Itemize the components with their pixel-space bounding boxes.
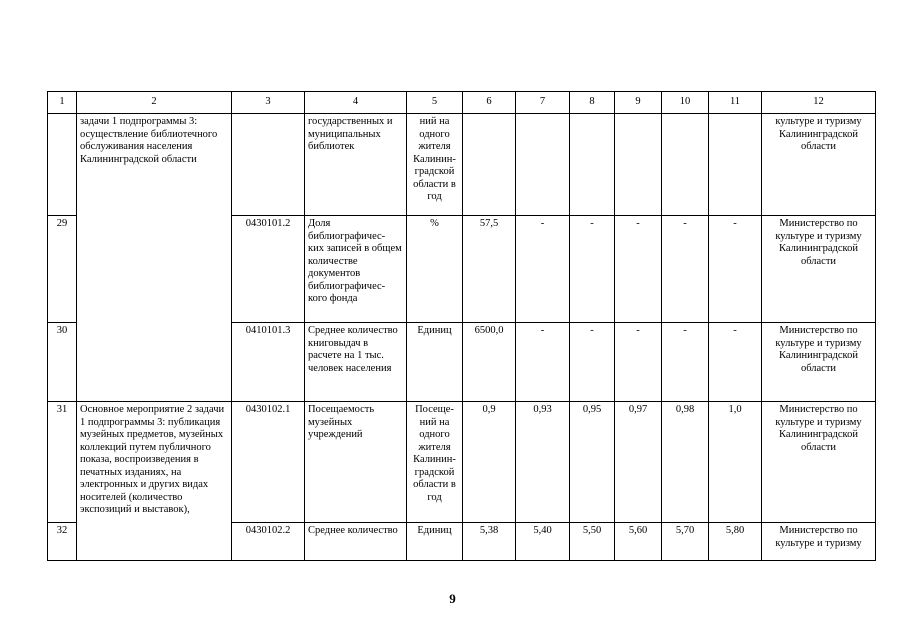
value-cell: - bbox=[570, 323, 615, 402]
indicator-cell: Среднее количество книговыдач в расчете на 1 тыс. человек населения bbox=[305, 323, 407, 402]
header-cell: 1 bbox=[48, 92, 77, 114]
value-cell bbox=[516, 114, 570, 216]
value-cell: - bbox=[709, 323, 762, 402]
indicator-cell: Доля библиографичес- ких записей в общем количестве документов библиографичес- кого фонда bbox=[305, 216, 407, 323]
value-cell bbox=[662, 114, 709, 216]
value-cell: - bbox=[662, 216, 709, 323]
value-cell bbox=[570, 114, 615, 216]
value-cell: - bbox=[709, 216, 762, 323]
indicator-cell: Посещаемость музейных учреждений bbox=[305, 402, 407, 523]
page-number: 9 bbox=[449, 591, 456, 606]
code-cell: 0430102.1 bbox=[232, 402, 305, 523]
value-cell: 1,0 bbox=[709, 402, 762, 523]
value-cell: 0,9 bbox=[463, 402, 516, 523]
header-cell: 9 bbox=[615, 92, 662, 114]
indicator-cell: государственных и муниципальных библиотек bbox=[305, 114, 407, 216]
value-cell: 6500,0 bbox=[463, 323, 516, 402]
value-cell bbox=[463, 114, 516, 216]
table-row bbox=[48, 114, 876, 216]
value-cell: 5,40 bbox=[516, 523, 570, 561]
value-cell: 0,93 bbox=[516, 402, 570, 523]
unit-cell: Посеще- ний на одного жителя Калинин- градской области в год bbox=[407, 402, 463, 523]
table-row bbox=[48, 402, 876, 523]
task-cell: Основное мероприятие 2 задачи 1 подпрограммы 3: публикация музейных предметов, музейных коллекций путем публичного показа, воспроизведения в печатных изданиях, на электронных и других видах носителей (количество экспозиций и выставок), bbox=[77, 402, 232, 561]
value-cell: - bbox=[516, 216, 570, 323]
header-cell: 2 bbox=[77, 92, 232, 114]
ministry-cell: Министерство по культуре и туризму Калининградской области bbox=[762, 216, 876, 323]
indicators-table bbox=[47, 91, 876, 561]
value-cell: 5,50 bbox=[570, 523, 615, 561]
unit-cell: Единиц bbox=[407, 523, 463, 561]
row-number-cell: 31 bbox=[48, 402, 77, 523]
row-number-cell: 30 bbox=[48, 323, 77, 402]
header-cell: 4 bbox=[305, 92, 407, 114]
value-cell: - bbox=[570, 216, 615, 323]
row-number-cell bbox=[48, 114, 77, 216]
code-cell: 0430101.2 bbox=[232, 216, 305, 323]
value-cell bbox=[615, 114, 662, 216]
header-cell: 3 bbox=[232, 92, 305, 114]
header-cell: 5 bbox=[407, 92, 463, 114]
header-cell: 10 bbox=[662, 92, 709, 114]
value-cell: 5,60 bbox=[615, 523, 662, 561]
header-cell: 12 bbox=[762, 92, 876, 114]
indicator-cell: Среднее количество bbox=[305, 523, 407, 561]
value-cell: - bbox=[662, 323, 709, 402]
ministry-cell: Министерство по культуре и туризму Калининградской области bbox=[762, 323, 876, 402]
row-number-cell: 29 bbox=[48, 216, 77, 323]
value-cell: 0,95 bbox=[570, 402, 615, 523]
header-cell: 6 bbox=[463, 92, 516, 114]
value-cell bbox=[709, 114, 762, 216]
value-cell: 5,80 bbox=[709, 523, 762, 561]
unit-cell: % bbox=[407, 216, 463, 323]
value-cell: 5,38 bbox=[463, 523, 516, 561]
code-cell bbox=[232, 114, 305, 216]
value-cell: 57,5 bbox=[463, 216, 516, 323]
value-cell: - bbox=[615, 216, 662, 323]
header-cell: 8 bbox=[570, 92, 615, 114]
value-cell: 0,98 bbox=[662, 402, 709, 523]
ministry-cell: Министерство по культуре и туризму Калининградской области bbox=[762, 402, 876, 523]
row-number-cell: 32 bbox=[48, 523, 77, 561]
code-cell: 0430102.2 bbox=[232, 523, 305, 561]
value-cell: - bbox=[516, 323, 570, 402]
ministry-cell: культуре и туризму Калининградской области bbox=[762, 114, 876, 216]
unit-cell: Единиц bbox=[407, 323, 463, 402]
value-cell: 0,97 bbox=[615, 402, 662, 523]
value-cell: - bbox=[615, 323, 662, 402]
header-cell: 11 bbox=[709, 92, 762, 114]
code-cell: 0410101.3 bbox=[232, 323, 305, 402]
value-cell: 5,70 bbox=[662, 523, 709, 561]
header-cell: 7 bbox=[516, 92, 570, 114]
unit-cell: ний на одного жителя Калинин- градской области в год bbox=[407, 114, 463, 216]
ministry-cell: Министерство по культуре и туризму bbox=[762, 523, 876, 561]
header-row bbox=[48, 92, 876, 114]
task-cell: задачи 1 подпрограммы 3: осуществление библиотечного обслуживания населения Калининградской области bbox=[77, 114, 232, 402]
